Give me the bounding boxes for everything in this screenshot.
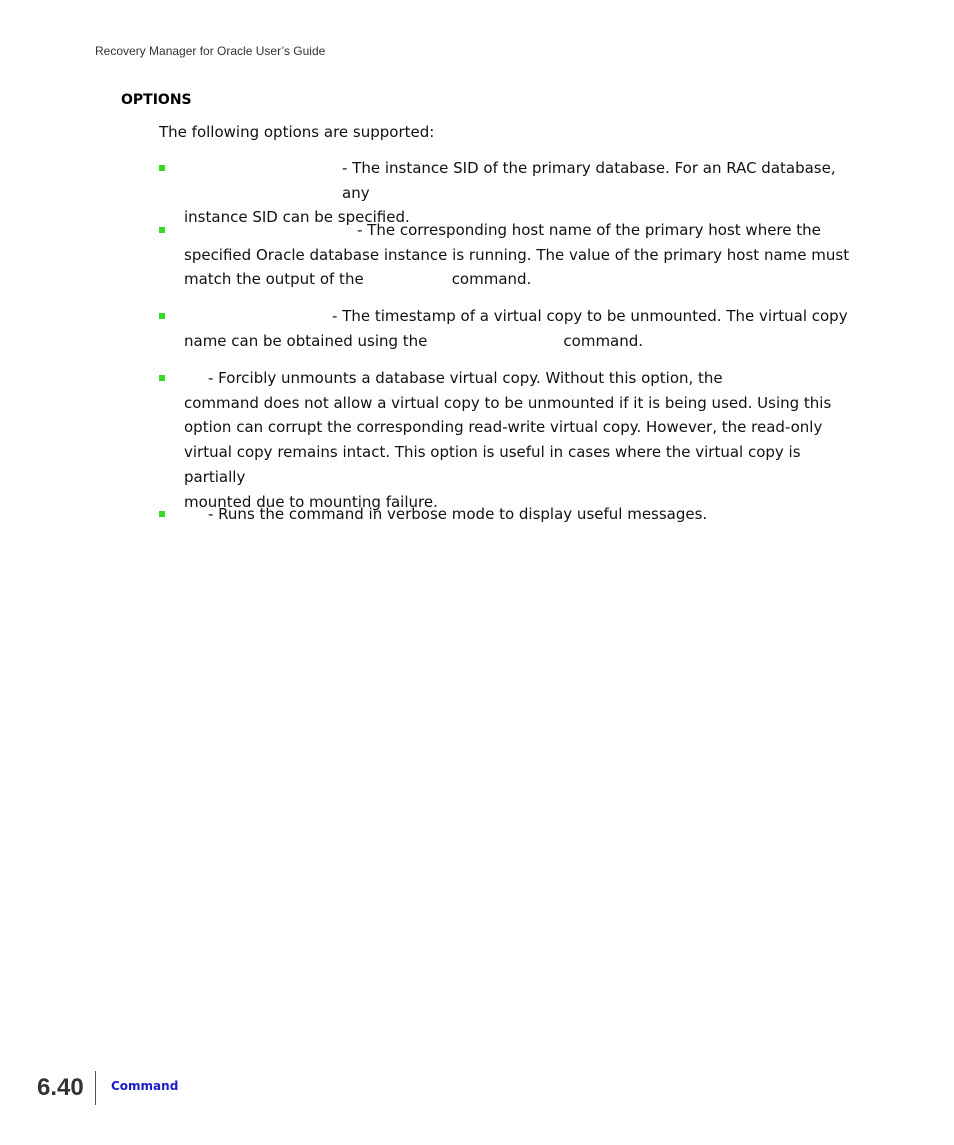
- option-desc-line: - The timestamp of a virtual copy to be unmounted. The virtual copy: [332, 307, 848, 325]
- option-desc-text: command.: [451, 270, 532, 289]
- option-desc-text: command.: [563, 331, 644, 350]
- option-desc-line: option can corrupt the corresponding read-write virtual copy. However, the read-only: [184, 418, 823, 437]
- option-desc-text: match the output of the: [184, 270, 364, 289]
- page-number: 6.40: [37, 1074, 84, 1101]
- option-item-force: [184, 366, 864, 514]
- option-desc-line: virtual copy remains intact. This option is useful in cases where the virtual copy is partially: [184, 443, 801, 486]
- option-item-verbose: [184, 502, 864, 527]
- bullet-icon: [159, 313, 165, 319]
- section-heading: OPTIONS: [121, 92, 192, 108]
- option-item-host-name: [184, 218, 864, 292]
- option-desc-line: specified Oracle database instance is running. The value of the primary host name must: [184, 245, 850, 264]
- footer-divider: [95, 1071, 96, 1105]
- chapter-label: Command: [111, 1079, 179, 1093]
- option-desc-line: instance SID can be specified.: [184, 208, 410, 227]
- bullet-icon: [159, 227, 165, 233]
- option-desc-text: name can be obtained using the: [184, 331, 428, 350]
- bullet-icon: [159, 375, 165, 381]
- option-item-timestamp: [184, 304, 864, 353]
- option-desc-line: - The instance SID of the primary database. For an RAC database, any: [342, 159, 836, 202]
- bullet-icon: [159, 165, 165, 171]
- bullet-icon: [159, 511, 165, 517]
- option-desc-line: - Runs the command in verbose mode to display useful messages.: [208, 505, 708, 523]
- option-desc-line: [184, 267, 864, 292]
- intro-text: The following options are supported:: [159, 123, 435, 141]
- option-desc-line: [184, 329, 864, 354]
- running-header: Recovery Manager for Oracle User’s Guide: [95, 44, 326, 58]
- option-desc-line: command does not allow a virtual copy to be unmounted if it is being used. Using this: [184, 393, 832, 412]
- option-desc-line: - Forcibly unmounts a database virtual copy. Without this option, the: [208, 369, 723, 387]
- option-desc-line: - The corresponding host name of the primary host where the: [357, 221, 821, 239]
- option-desc-line: mounted due to mounting failure.: [184, 492, 438, 511]
